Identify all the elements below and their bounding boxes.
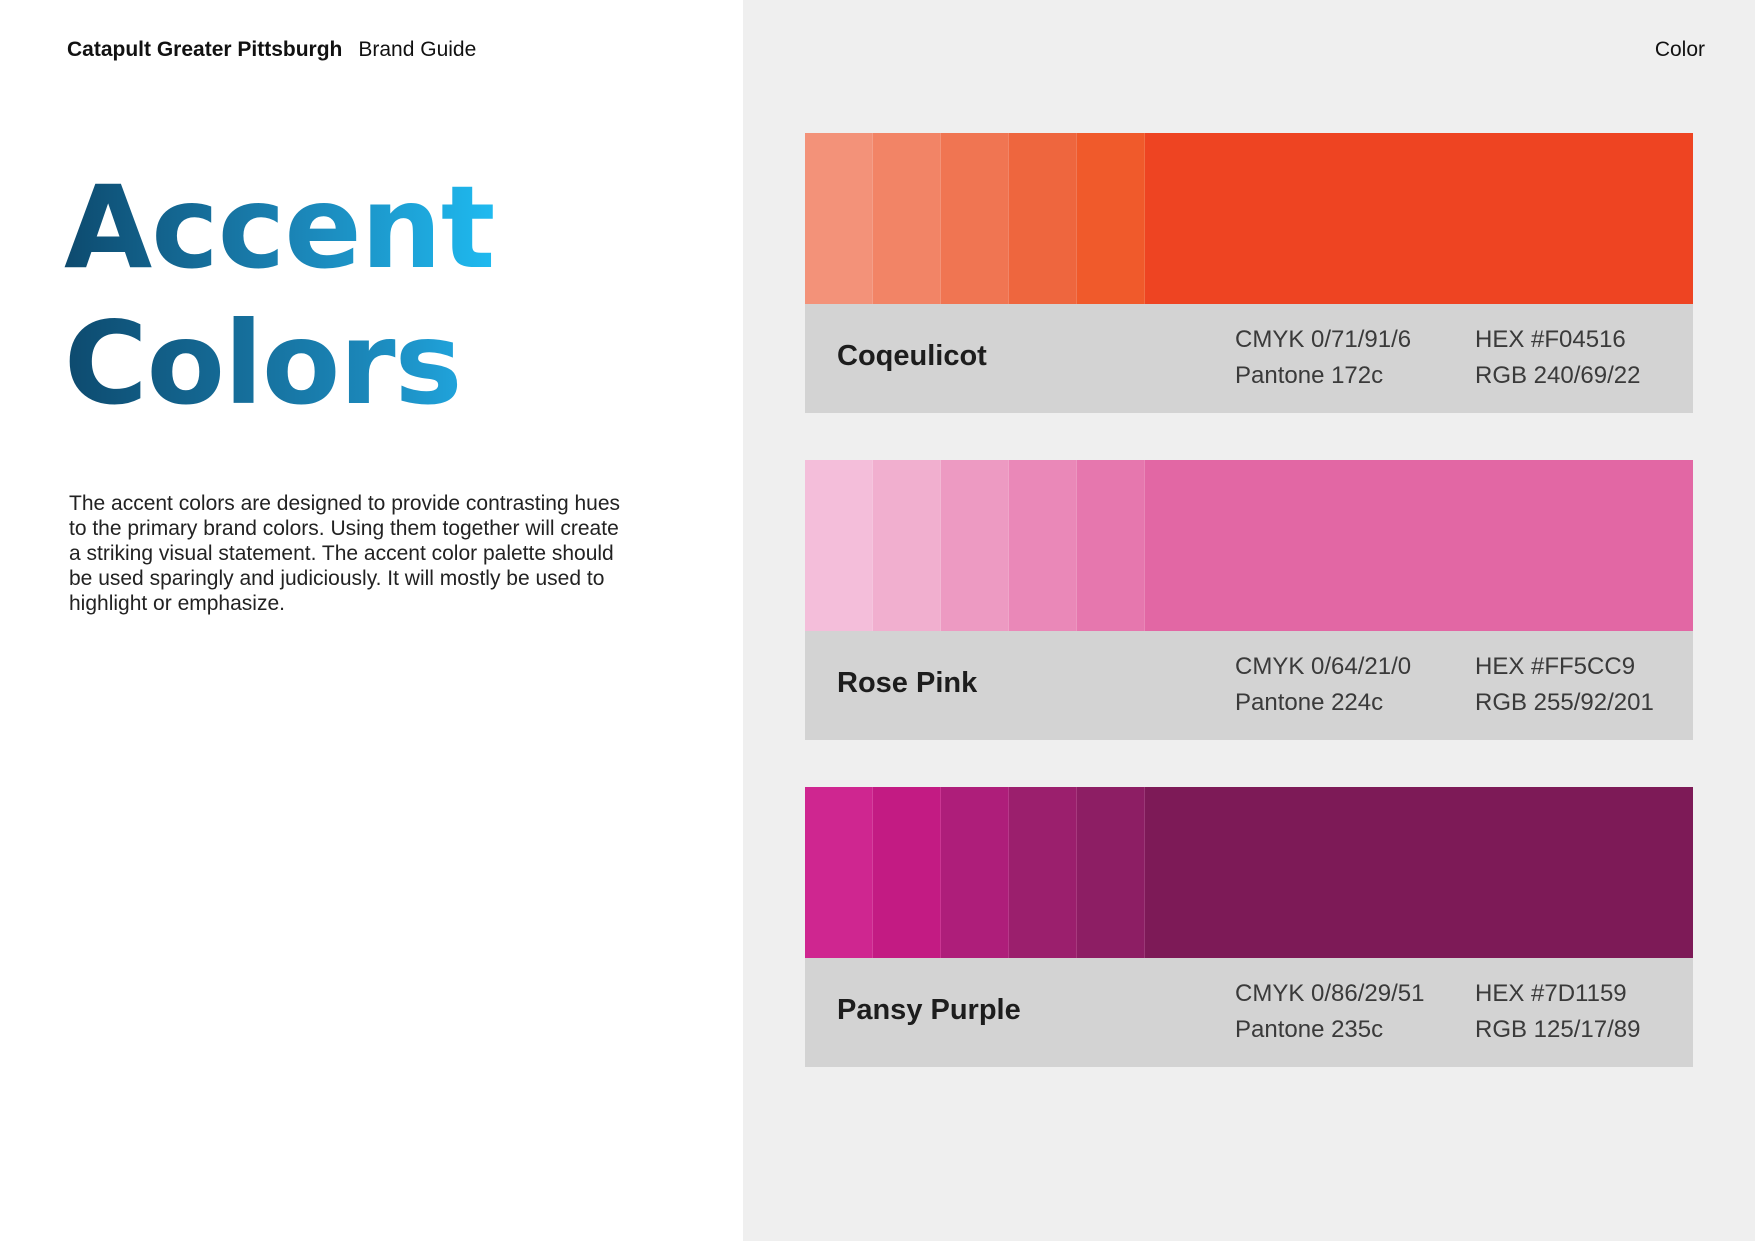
color-strip xyxy=(805,133,1693,304)
color-strip xyxy=(805,787,1693,958)
color-name: Coqeulicot xyxy=(837,340,987,372)
color-name: Rose Pink xyxy=(837,667,978,699)
swatch-card-pansy-purple xyxy=(805,787,1693,1067)
intro-paragraph: The accent colors are designed to provide contrasting hues to the primary brand colors. Using them together will create a striking visual statement. The accent color palette should be used sparingly and judiciously. It will mostly be used to highlight or emphasize. xyxy=(69,492,620,615)
swatch-info xyxy=(805,304,1693,413)
base-swatch xyxy=(1145,460,1693,631)
tint-swatch xyxy=(1077,460,1145,631)
color-name: Pansy Purple xyxy=(837,994,1021,1026)
page-title-line-1: Accent xyxy=(64,161,495,294)
page-title-line-2: Colors xyxy=(64,297,462,430)
tint-swatch xyxy=(805,133,873,304)
swatch-info xyxy=(805,631,1693,740)
tint-swatch xyxy=(1009,787,1077,958)
document-name: Brand Guide xyxy=(358,38,477,61)
screen-specs xyxy=(1475,649,1654,721)
base-swatch xyxy=(1145,787,1693,958)
swatch-info xyxy=(805,958,1693,1067)
organization-name: Catapult Greater Pittsburgh xyxy=(67,38,343,61)
base-swatch xyxy=(1145,133,1693,304)
tint-swatch xyxy=(873,460,941,631)
print-specs xyxy=(1235,322,1411,394)
print-specs xyxy=(1235,976,1424,1048)
hex-value: HEX #FF5CC9 xyxy=(1475,653,1636,680)
tint-swatch xyxy=(941,787,1009,958)
tint-swatch xyxy=(873,787,941,958)
rgb-value: RGB 125/17/89 xyxy=(1475,1016,1641,1043)
hex-value: HEX #7D1159 xyxy=(1475,980,1627,1007)
cmyk-value: CMYK 0/71/91/6 xyxy=(1235,326,1412,353)
tint-swatch xyxy=(1077,787,1145,958)
tint-swatch xyxy=(805,787,873,958)
swatch-card-coqeulicot xyxy=(805,133,1693,413)
swatch-card-rose-pink xyxy=(805,460,1693,740)
screen-specs xyxy=(1475,976,1640,1048)
rgb-value: RGB 255/92/201 xyxy=(1475,689,1654,716)
tint-swatch xyxy=(941,460,1009,631)
tint-swatch xyxy=(1009,133,1077,304)
cmyk-value: CMYK 0/64/21/0 xyxy=(1235,653,1412,680)
print-specs xyxy=(1235,649,1411,721)
pantone-value: Pantone 235c xyxy=(1235,1016,1384,1043)
header-brand xyxy=(67,38,476,62)
tint-swatch xyxy=(941,133,1009,304)
cmyk-value: CMYK 0/86/29/51 xyxy=(1235,980,1425,1007)
tint-swatch xyxy=(873,133,941,304)
tint-swatch xyxy=(1077,133,1145,304)
hex-value: HEX #F04516 xyxy=(1475,326,1626,353)
section-label: Color xyxy=(1654,38,1705,61)
tint-swatch xyxy=(1009,460,1077,631)
color-strip xyxy=(805,460,1693,631)
pantone-value: Pantone 224c xyxy=(1235,689,1384,716)
screen-specs xyxy=(1475,322,1640,394)
rgb-value: RGB 240/69/22 xyxy=(1475,362,1641,389)
tint-swatch xyxy=(805,460,873,631)
pantone-value: Pantone 172c xyxy=(1235,362,1384,389)
left-pane xyxy=(0,0,743,1241)
page-title xyxy=(64,160,494,432)
